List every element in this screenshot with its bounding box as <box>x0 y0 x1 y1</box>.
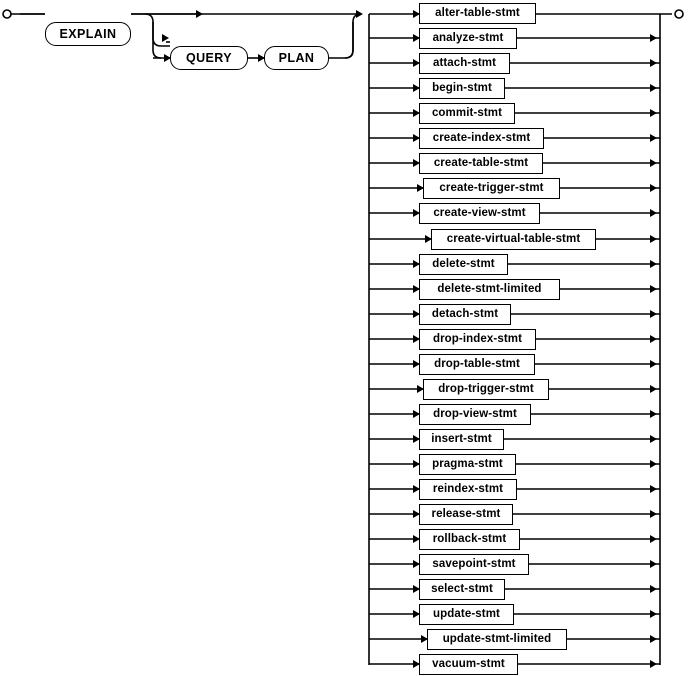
node-attach-stmt[interactable] <box>419 53 510 74</box>
node-label: reindex-stmt <box>432 482 504 495</box>
node-label: drop-index-stmt <box>432 332 523 345</box>
node-label: select-stmt <box>431 582 493 595</box>
node-delete-stmt-limited[interactable] <box>419 279 560 300</box>
node-label: update-stmt-limited <box>442 632 552 645</box>
node-release-stmt[interactable] <box>419 504 513 525</box>
node-savepoint-stmt[interactable] <box>419 554 529 575</box>
node-label: create-trigger-stmt <box>439 181 544 194</box>
node-create-trigger-stmt[interactable] <box>423 178 560 199</box>
node-label: analyze-stmt <box>432 31 504 44</box>
node-label: drop-view-stmt <box>433 407 517 420</box>
node-rollback-stmt[interactable] <box>419 529 520 550</box>
node-reindex-stmt[interactable] <box>419 479 517 500</box>
node-drop-index-stmt[interactable] <box>419 329 536 350</box>
node-label: create-virtual-table-stmt <box>446 232 581 245</box>
node-update-stmt[interactable] <box>419 604 514 625</box>
node-label: detach-stmt <box>431 307 499 320</box>
node-drop-trigger-stmt[interactable] <box>423 379 549 400</box>
node-label: create-table-stmt <box>433 156 529 169</box>
node-create-view-stmt[interactable] <box>419 203 540 224</box>
node-label: attach-stmt <box>432 56 497 69</box>
node-delete-stmt[interactable] <box>419 254 508 275</box>
node-label: alter-table-stmt <box>435 6 520 19</box>
terminal-explain-label: EXPLAIN <box>59 26 117 41</box>
node-label: release-stmt <box>431 507 501 520</box>
node-label: commit-stmt <box>431 106 503 119</box>
node-pragma-stmt[interactable] <box>419 454 516 475</box>
terminal-plan-label: PLAN <box>278 50 315 65</box>
node-analyze-stmt[interactable] <box>419 28 517 49</box>
node-label: drop-trigger-stmt <box>438 382 534 395</box>
node-begin-stmt[interactable] <box>419 78 505 99</box>
node-create-virtual-table-stmt[interactable] <box>431 229 596 250</box>
node-label: create-index-stmt <box>432 131 531 144</box>
node-create-table-stmt[interactable] <box>419 153 543 174</box>
terminal-plan[interactable] <box>264 46 329 70</box>
node-update-stmt-limited[interactable] <box>427 629 567 650</box>
node-label: rollback-stmt <box>432 532 507 545</box>
node-label: begin-stmt <box>432 81 492 94</box>
node-label: vacuum-stmt <box>432 657 505 670</box>
node-label: pragma-stmt <box>432 457 503 470</box>
node-create-index-stmt[interactable] <box>419 128 544 149</box>
node-select-stmt[interactable] <box>419 579 505 600</box>
node-drop-view-stmt[interactable] <box>419 404 531 425</box>
node-drop-table-stmt[interactable] <box>419 354 535 375</box>
node-label: insert-stmt <box>431 432 492 445</box>
node-label: delete-stmt <box>432 257 495 270</box>
node-commit-stmt[interactable] <box>419 103 515 124</box>
node-insert-stmt[interactable] <box>419 429 504 450</box>
node-label: update-stmt <box>433 607 500 620</box>
terminal-query-label: QUERY <box>186 50 232 65</box>
node-label: savepoint-stmt <box>432 557 516 570</box>
node-vacuum-stmt[interactable] <box>419 654 518 675</box>
terminal-query[interactable] <box>170 46 248 70</box>
node-alter-table-stmt[interactable] <box>419 3 536 24</box>
node-label: delete-stmt-limited <box>437 282 542 295</box>
node-label: drop-table-stmt <box>434 357 520 370</box>
node-detach-stmt[interactable] <box>419 304 511 325</box>
terminal-explain[interactable] <box>45 22 131 46</box>
node-label: create-view-stmt <box>433 206 526 219</box>
